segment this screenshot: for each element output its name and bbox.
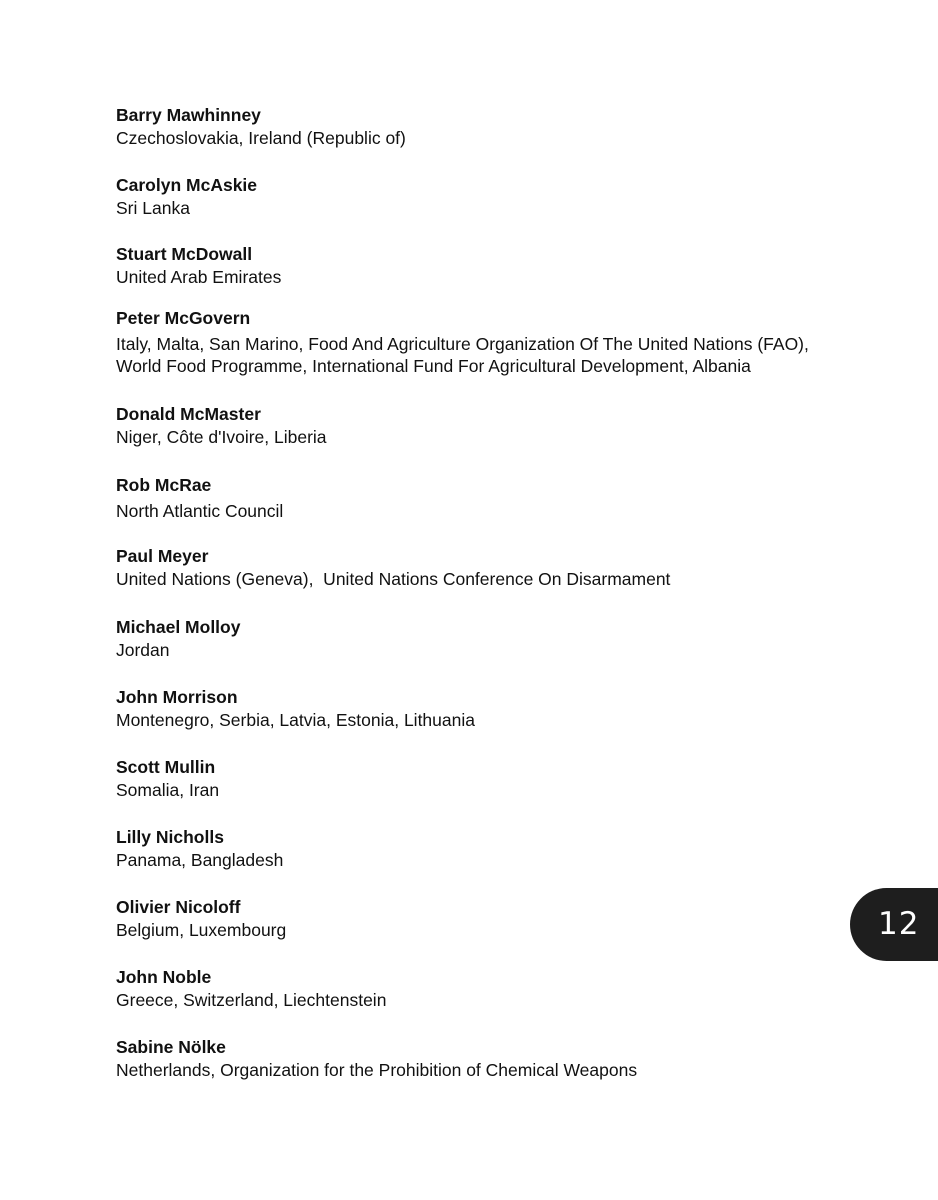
list-item [116, 104, 856, 149]
list-item [116, 474, 856, 522]
accreditation-list: United Arab Emirates [116, 267, 282, 287]
list-item [116, 174, 856, 219]
ambassador-name: Scott Mullin [116, 757, 216, 777]
list-item [116, 307, 856, 377]
list-item [116, 826, 856, 871]
ambassador-name: John Noble [116, 967, 212, 987]
list-item [116, 616, 856, 661]
page-number-badge [850, 888, 938, 961]
accreditation-list: Belgium, Luxembourg [116, 920, 287, 940]
ambassador-name: John Morrison [116, 687, 238, 707]
list-item [116, 756, 856, 801]
ambassador-name: Michael Molloy [116, 617, 241, 637]
accreditation-list: North Atlantic Council [116, 501, 284, 521]
accreditation-list: Panama, Bangladesh [116, 850, 284, 870]
ambassador-name: Lilly Nicholls [116, 827, 224, 847]
accreditation-list: United Nations (Geneva), United Nations Conference On Disarmament [116, 569, 671, 589]
ambassador-name: Olivier Nicoloff [116, 897, 241, 917]
ambassador-name: Stuart McDowall [116, 244, 253, 264]
accreditation-list: Montenegro, Serbia, Latvia, Estonia, Lithuania [116, 710, 475, 730]
list-item [116, 686, 856, 731]
list-item [116, 243, 856, 288]
list-item [116, 1036, 856, 1081]
accreditation-list: Italy, Malta, San Marino, Food And Agriculture Organization Of The United Nations (FAO), World Food Programme, International Fund For Agricultural Development, Albania [116, 334, 809, 376]
list-item [116, 545, 856, 590]
list-item [116, 403, 856, 448]
accreditation-list: Somalia, Iran [116, 780, 220, 800]
accreditation-list: Czechoslovakia, Ireland (Republic of) [116, 128, 406, 148]
ambassador-name: Paul Meyer [116, 546, 209, 566]
accreditation-list: Jordan [116, 640, 170, 660]
ambassador-name: Carolyn McAskie [116, 175, 258, 195]
list-item [116, 966, 856, 1011]
ambassador-name: Barry Mawhinney [116, 105, 261, 125]
ambassador-name: Donald McMaster [116, 404, 261, 424]
accreditation-list: Sri Lanka [116, 198, 190, 218]
page-number: 12 [878, 906, 920, 942]
list-item [116, 896, 856, 941]
accreditation-list: Niger, Côte d'Ivoire, Liberia [116, 427, 327, 447]
accreditation-list: Netherlands, Organization for the Prohibition of Chemical Weapons [116, 1060, 638, 1080]
ambassador-name: Peter McGovern [116, 308, 251, 328]
ambassador-name: Rob McRae [116, 475, 212, 495]
ambassador-name: Sabine Nölke [116, 1037, 226, 1057]
accreditation-list: Greece, Switzerland, Liechtenstein [116, 990, 387, 1010]
